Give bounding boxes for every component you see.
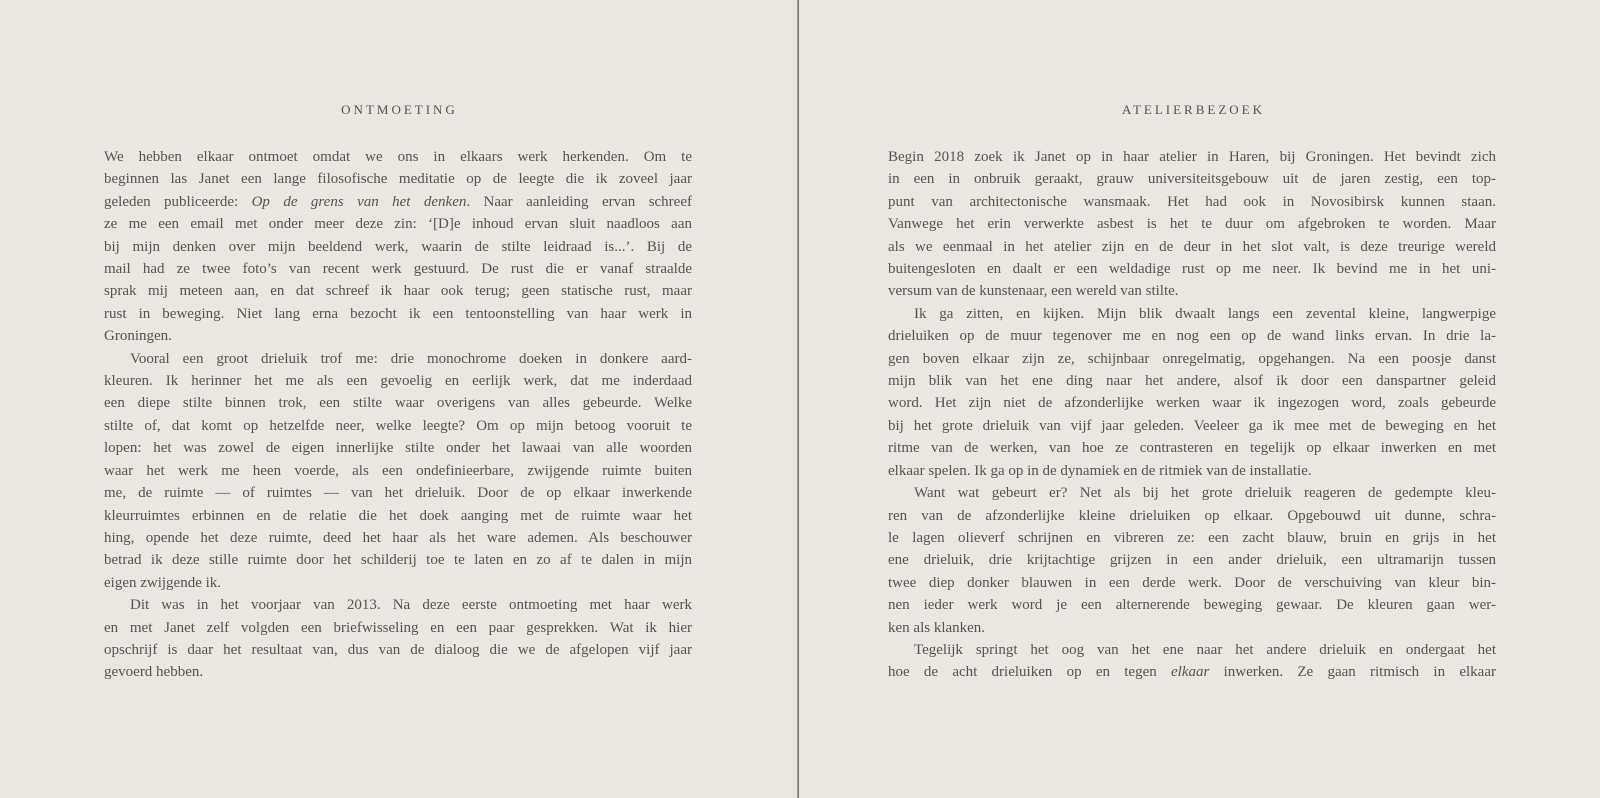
text-segment: Begin 2018 zoek ik Janet op in haar atelier in Haren, bij Groningen. Het bevindt zich — [888, 149, 1496, 165]
text-segment: word. Het zijn niet de afzonderlijke werken waar ik ingezogen word, zoals gebeurde — [888, 395, 1496, 412]
text-line — [104, 280, 692, 302]
text-segment: inwerken. Ze gaan ritmisch in elkaar — [1209, 664, 1496, 681]
text-segment: buitengesloten en daalt er een weldadige rust op me neer. Ik bevind me in het uni- — [888, 261, 1496, 278]
text-line — [888, 527, 1496, 549]
text-segment: gevoerd hebben. — [104, 664, 204, 681]
text-line — [888, 213, 1496, 235]
text-line — [104, 415, 692, 437]
text-line — [888, 594, 1496, 616]
text-line — [104, 549, 692, 571]
text-segment: ze me een email met onder meer deze zin: ‘[D]e inhoud ervan sluit naadloos aan — [104, 216, 692, 233]
text-line — [104, 482, 692, 504]
text-segment: punt van architectonische wansmaak. Het had ook in Novosibirsk kunnen staan. — [888, 193, 1496, 210]
text-line — [888, 549, 1496, 571]
text-line — [104, 325, 692, 347]
text-line — [104, 146, 692, 168]
text-segment: betrad ik deze stille ruimte door het schilderij toe te laten en zo af te dalen in mijn — [104, 552, 692, 569]
text-line — [104, 460, 692, 482]
text-line — [104, 236, 692, 258]
text-segment: Want wat gebeurt er? Net als bij het grote drieluik reageren de gedempte kleu- — [914, 485, 1496, 502]
text-line — [888, 437, 1496, 459]
text-segment: ken als klanken. — [888, 619, 986, 636]
text-segment: sprak mij meteen aan, en dat schreef ik haar ook terug; geen statische rust, maar — [104, 283, 692, 300]
text-line — [104, 258, 692, 280]
text-line — [888, 258, 1496, 280]
text-segment: bij mijn denken over mijn beeldend werk, waarin de stilte leidraad is...’. Bij de — [104, 238, 692, 255]
right-page-text-block — [888, 146, 1496, 684]
text-segment: twee diep donker blauwen in een derde werk. Door de verschuiving van kleur bin- — [888, 574, 1496, 591]
text-line — [104, 303, 692, 325]
text-segment: in een in onbruik geraakt, grauw universiteitsgebouw uit de jaren zestig, een top- — [888, 171, 1496, 188]
text-segment: Dit was in het voorjaar van 2013. Na deze eerste ontmoeting met haar werk — [130, 597, 692, 614]
italic-text-segment: elkaar — [1171, 664, 1210, 681]
text-segment: beginnen las Janet een lange filosofische meditatie op de leegte die ik zoveel jaar — [104, 171, 692, 188]
text-segment: bij het grote drieluik van vijf jaar geleden. Veeleer ga ik mee met de beweging en het — [888, 417, 1496, 434]
text-line — [888, 348, 1496, 370]
text-segment: lopen: het was zowel de eigen innerlijke stilte onder het lawaai van alle woorden — [104, 440, 692, 457]
text-segment: hoe de acht drieluiken op en tegen — [888, 664, 1171, 681]
right-page-heading: ATELIERBEZOEK — [1122, 102, 1265, 117]
text-segment: We hebben elkaar ontmoet omdat we ons in elkaars werk herkenden. Om te — [104, 149, 692, 165]
text-line — [104, 661, 692, 683]
text-segment: Vanwege het erin verwerkte asbest is het te duur om afgebroken te worden. Maar — [888, 216, 1496, 233]
text-line — [888, 482, 1496, 504]
text-segment: drieluiken op de muur tegenover me en nog een op de wand links ervan. In drie la- — [888, 328, 1496, 345]
text-line — [104, 213, 692, 235]
text-segment: opschrijf is daar het resultaat van, dus van de dialoog die we de afgelopen vijf jaar — [104, 641, 692, 658]
text-line — [888, 325, 1496, 347]
left-page — [0, 0, 797, 798]
text-line — [888, 236, 1496, 258]
text-line — [888, 191, 1496, 213]
text-segment: en met Janet zelf volgden een briefwisseling en een paar gesprekken. Wat ik hier — [104, 619, 692, 636]
text-line — [104, 639, 692, 661]
text-line — [888, 370, 1496, 392]
text-segment: Groningen. — [104, 328, 172, 345]
text-segment: Tegelijk springt het oog van het ene naar het andere drieluik en ondergaat het — [914, 641, 1496, 658]
text-line — [888, 505, 1496, 527]
text-line — [888, 303, 1496, 325]
left-page-heading: ONTMOETING — [341, 102, 458, 117]
text-line — [888, 168, 1496, 190]
text-line — [104, 168, 692, 190]
text-segment: waar het werk me heen voerde, als een ondefinieerbare, zwijgende ruimte buiten — [104, 462, 692, 479]
text-segment: ene drieluik, drie krijtachtige grijzen in een ander drieluik, een ultramarijn tussen — [888, 552, 1496, 569]
text-segment: nen ieder werk word je een alternerende beweging gewaar. De kleuren gaan wer- — [888, 597, 1496, 614]
text-line — [888, 460, 1496, 482]
text-segment: kleurruimtes erbinnen en de relatie die het doek aanging met de ruimte waar het — [104, 507, 692, 524]
text-line — [104, 505, 692, 527]
text-segment: me, de ruimte — of ruimtes — van het drieluik. Door de op elkaar inwerkende — [104, 485, 692, 502]
text-segment: een diepe stilte binnen trok, een stilte waar overigens van alles gebeurde. Welke — [104, 395, 692, 412]
right-page — [799, 0, 1600, 798]
text-line — [888, 392, 1496, 414]
text-segment: gen boven elkaar zijn ze, schijnbaar onregelmatig, opgehangen. Na een poosje danst — [888, 350, 1496, 367]
text-line — [888, 146, 1496, 168]
text-line — [104, 527, 692, 549]
text-segment: rust in beweging. Niet lang erna bezocht ik een tentoonstelling van haar werk in — [104, 305, 692, 322]
text-line — [888, 415, 1496, 437]
text-segment: mail had ze twee foto’s van recent werk gestuurd. De rust die er vanaf straalde — [104, 261, 692, 278]
text-line — [888, 572, 1496, 594]
left-page-text-block — [104, 146, 692, 684]
text-line — [104, 370, 692, 392]
text-segment: le lagen olieverf schrijnen en vibreren ze: een zacht blauw, bruin en grijs in het — [888, 529, 1496, 546]
text-segment: mijn blik van het ene ding naar het andere, alsof ik door een danspartner geleid — [888, 373, 1496, 390]
text-segment: stilte of, dat komt op hetzelfde neer, welke leegte? Om op mijn betoog vooruit te — [104, 417, 692, 434]
text-line — [888, 280, 1496, 302]
text-line — [104, 617, 692, 639]
text-segment: ren van de afzonderlijke kleine drieluiken op elkaar. Opgebouwd uit dunne, schra- — [888, 507, 1496, 524]
text-line — [888, 617, 1496, 639]
text-segment: kleuren. Ik herinner het me als een gevoelig en eerlijk werk, dat me inderdaad — [104, 373, 692, 390]
text-line — [888, 661, 1496, 683]
text-line — [104, 191, 692, 213]
text-line — [104, 348, 692, 370]
text-line — [104, 437, 692, 459]
text-line — [104, 572, 692, 594]
text-segment: versum van de kunstenaar, een wereld van stilte. — [888, 283, 1179, 300]
text-segment: . Naar aanleiding ervan schreef — [466, 193, 692, 210]
text-segment: ritme van de werken, van hoe ze contrasteren en tegelijk op elkaar inwerken en met — [888, 440, 1496, 457]
text-line — [104, 594, 692, 616]
text-line — [104, 392, 692, 414]
text-segment: als we eenmaal in het atelier zijn en de deur in het slot valt, is deze treurige wereld — [888, 238, 1496, 255]
italic-text-segment: Op de grens van het denken — [251, 193, 467, 210]
text-segment: hing, opende het deze ruimte, deed het haar als het ware ademen. Als beschouwer — [104, 529, 692, 546]
text-segment: Ik ga zitten, en kijken. Mijn blik dwaalt langs een zevental kleine, langwerpige — [914, 305, 1496, 322]
text-segment: elkaar spelen. Ik ga op in de dynamiek en de ritmiek van de installatie. — [888, 462, 1312, 479]
text-segment: eigen zwijgende ik. — [104, 574, 222, 591]
text-line — [888, 639, 1496, 661]
text-segment: geleden publiceerde: — [104, 193, 252, 210]
text-segment: Vooral een groot drieluik trof me: drie monochrome doeken in donkere aard- — [130, 350, 692, 367]
